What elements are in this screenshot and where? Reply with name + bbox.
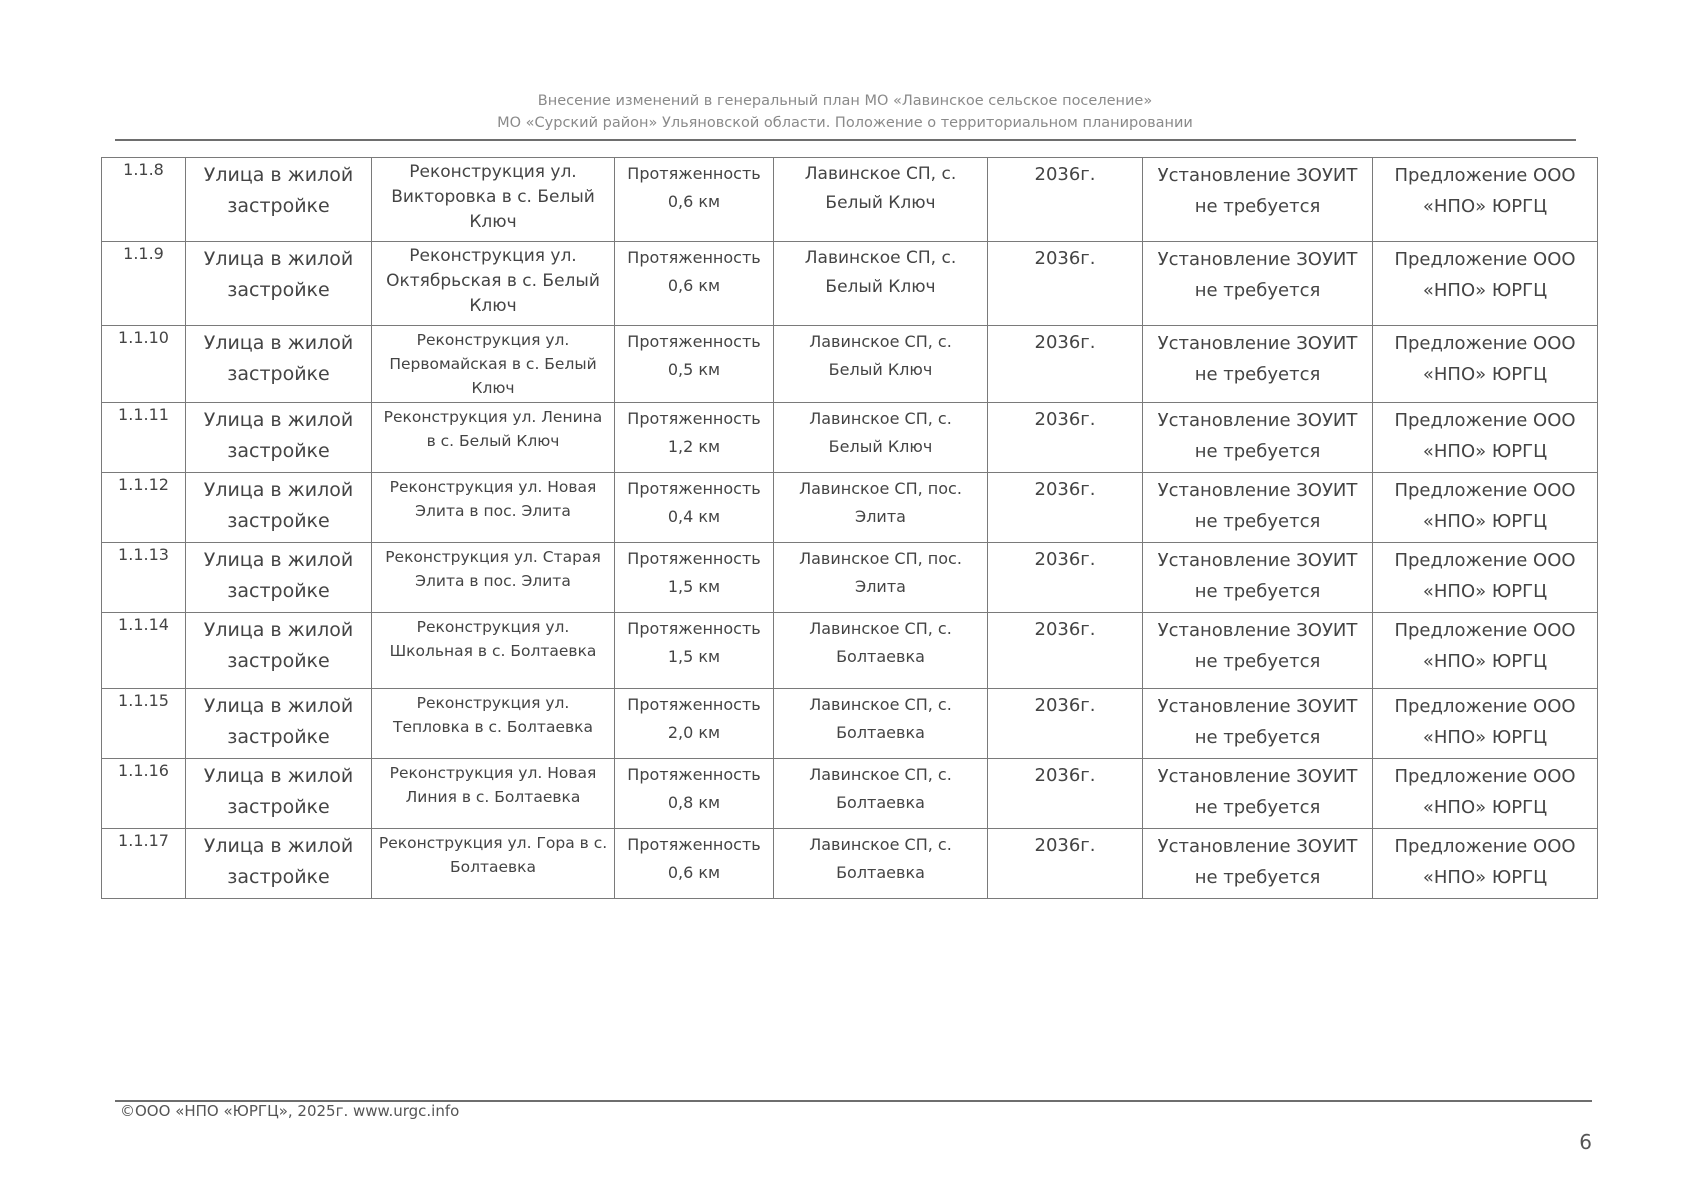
- table-row: [102, 403, 1598, 473]
- zone-requirement: Установление ЗОУИТ не требуется: [1143, 473, 1373, 543]
- object-location: Лавинское СП, с. Болтаевка: [774, 613, 988, 689]
- object-name: Реконструкция ул. Старая Элита в пос. Элита: [372, 543, 615, 613]
- proposal-source: Предложение ООО «НПО» ЮРГЦ: [1373, 473, 1598, 543]
- proposal-source: Предложение ООО «НПО» ЮРГЦ: [1373, 242, 1598, 326]
- row-number: 1.1.15: [102, 689, 186, 759]
- zone-requirement: Установление ЗОУИТ не требуется: [1143, 242, 1373, 326]
- object-location: Лавинское СП, пос. Элита: [774, 473, 988, 543]
- object-location: Лавинское СП, с. Болтаевка: [774, 689, 988, 759]
- object-name: Реконструкция ул. Гора в с. Болтаевка: [372, 829, 615, 899]
- header-divider: [115, 139, 1576, 141]
- table-row: [102, 689, 1598, 759]
- proposal-source: Предложение ООО «НПО» ЮРГЦ: [1373, 613, 1598, 689]
- zone-requirement: Установление ЗОУИТ не требуется: [1143, 403, 1373, 473]
- implementation-year: 2036г.: [988, 242, 1143, 326]
- row-number: 1.1.12: [102, 473, 186, 543]
- table-row: [102, 473, 1598, 543]
- object-location: Лавинское СП, с. Белый Ключ: [774, 158, 988, 242]
- proposal-source: Предложение ООО «НПО» ЮРГЦ: [1373, 829, 1598, 899]
- table-row: [102, 759, 1598, 829]
- object-name: Реконструкция ул. Викторовка в с. Белый Ключ: [372, 158, 615, 242]
- zone-requirement: Установление ЗОУИТ не требуется: [1143, 326, 1373, 403]
- row-number: 1.1.17: [102, 829, 186, 899]
- object-parameter: Протяженность 0,6 км: [615, 242, 774, 326]
- plan-table: [101, 157, 1598, 899]
- object-name: Реконструкция ул. Октябрьская в с. Белый Ключ: [372, 242, 615, 326]
- object-type: Улица в жилой застройке: [186, 403, 372, 473]
- table-row: [102, 829, 1598, 899]
- implementation-year: 2036г.: [988, 613, 1143, 689]
- implementation-year: 2036г.: [988, 759, 1143, 829]
- object-location: Лавинское СП, пос. Элита: [774, 543, 988, 613]
- row-number: 1.1.13: [102, 543, 186, 613]
- object-type: Улица в жилой застройке: [186, 613, 372, 689]
- page-header: [115, 90, 1575, 134]
- zone-requirement: Установление ЗОУИТ не требуется: [1143, 613, 1373, 689]
- implementation-year: 2036г.: [988, 158, 1143, 242]
- header-line-2: МО «Сурский район» Ульяновской области. Положение о территориальном планировании: [497, 115, 1193, 131]
- row-number: 1.1.9: [102, 242, 186, 326]
- zone-requirement: Установление ЗОУИТ не требуется: [1143, 689, 1373, 759]
- implementation-year: 2036г.: [988, 689, 1143, 759]
- object-type: Улица в жилой застройке: [186, 326, 372, 403]
- row-number: 1.1.14: [102, 613, 186, 689]
- proposal-source: Предложение ООО «НПО» ЮРГЦ: [1373, 689, 1598, 759]
- object-parameter: Протяженность 0,4 км: [615, 473, 774, 543]
- object-location: Лавинское СП, с. Белый Ключ: [774, 242, 988, 326]
- row-number: 1.1.8: [102, 158, 186, 242]
- table-row: [102, 158, 1598, 242]
- zone-requirement: Установление ЗОУИТ не требуется: [1143, 543, 1373, 613]
- footer-copyright: ©ООО «НПО «ЮРГЦ», 2025г. www.urgc.info: [120, 1102, 460, 1120]
- object-location: Лавинское СП, с. Белый Ключ: [774, 403, 988, 473]
- object-name: Реконструкция ул. Школьная в с. Болтаевка: [372, 613, 615, 689]
- object-parameter: Протяженность 2,0 км: [615, 689, 774, 759]
- zone-requirement: Установление ЗОУИТ не требуется: [1143, 829, 1373, 899]
- row-number: 1.1.11: [102, 403, 186, 473]
- object-parameter: Протяженность 0,5 км: [615, 326, 774, 403]
- object-parameter: Протяженность 0,6 км: [615, 158, 774, 242]
- proposal-source: Предложение ООО «НПО» ЮРГЦ: [1373, 543, 1598, 613]
- object-name: Реконструкция ул. Первомайская в с. Белый Ключ: [372, 326, 615, 403]
- object-parameter: Протяженность 1,5 км: [615, 543, 774, 613]
- table-row: [102, 613, 1598, 689]
- zone-requirement: Установление ЗОУИТ не требуется: [1143, 158, 1373, 242]
- object-type: Улица в жилой застройке: [186, 158, 372, 242]
- table-row: [102, 242, 1598, 326]
- object-type: Улица в жилой застройке: [186, 689, 372, 759]
- implementation-year: 2036г.: [988, 473, 1143, 543]
- table-row: [102, 326, 1598, 403]
- proposal-source: Предложение ООО «НПО» ЮРГЦ: [1373, 403, 1598, 473]
- object-type: Улица в жилой застройке: [186, 473, 372, 543]
- object-name: Реконструкция ул. Ленина в с. Белый Ключ: [372, 403, 615, 473]
- row-number: 1.1.16: [102, 759, 186, 829]
- page-number: 6: [1579, 1130, 1592, 1154]
- implementation-year: 2036г.: [988, 543, 1143, 613]
- object-parameter: Протяженность 1,5 км: [615, 613, 774, 689]
- object-name: Реконструкция ул. Новая Линия в с. Болтаевка: [372, 759, 615, 829]
- object-parameter: Протяженность 1,2 км: [615, 403, 774, 473]
- object-type: Улица в жилой застройке: [186, 829, 372, 899]
- object-type: Улица в жилой застройке: [186, 242, 372, 326]
- plan-table-body: [102, 158, 1598, 899]
- implementation-year: 2036г.: [988, 326, 1143, 403]
- implementation-year: 2036г.: [988, 403, 1143, 473]
- plan-table-container: [101, 157, 1598, 899]
- object-name: Реконструкция ул. Новая Элита в пос. Элита: [372, 473, 615, 543]
- proposal-source: Предложение ООО «НПО» ЮРГЦ: [1373, 158, 1598, 242]
- implementation-year: 2036г.: [988, 829, 1143, 899]
- object-type: Улица в жилой застройке: [186, 759, 372, 829]
- object-type: Улица в жилой застройке: [186, 543, 372, 613]
- object-parameter: Протяженность 0,6 км: [615, 829, 774, 899]
- proposal-source: Предложение ООО «НПО» ЮРГЦ: [1373, 326, 1598, 403]
- object-location: Лавинское СП, с. Болтаевка: [774, 759, 988, 829]
- zone-requirement: Установление ЗОУИТ не требуется: [1143, 759, 1373, 829]
- object-parameter: Протяженность 0,8 км: [615, 759, 774, 829]
- proposal-source: Предложение ООО «НПО» ЮРГЦ: [1373, 759, 1598, 829]
- table-row: [102, 543, 1598, 613]
- row-number: 1.1.10: [102, 326, 186, 403]
- object-location: Лавинское СП, с. Белый Ключ: [774, 326, 988, 403]
- object-location: Лавинское СП, с. Болтаевка: [774, 829, 988, 899]
- header-line-1: Внесение изменений в генеральный план МО «Лавинское сельское поселение»: [537, 93, 1153, 109]
- object-name: Реконструкция ул. Тепловка в с. Болтаевка: [372, 689, 615, 759]
